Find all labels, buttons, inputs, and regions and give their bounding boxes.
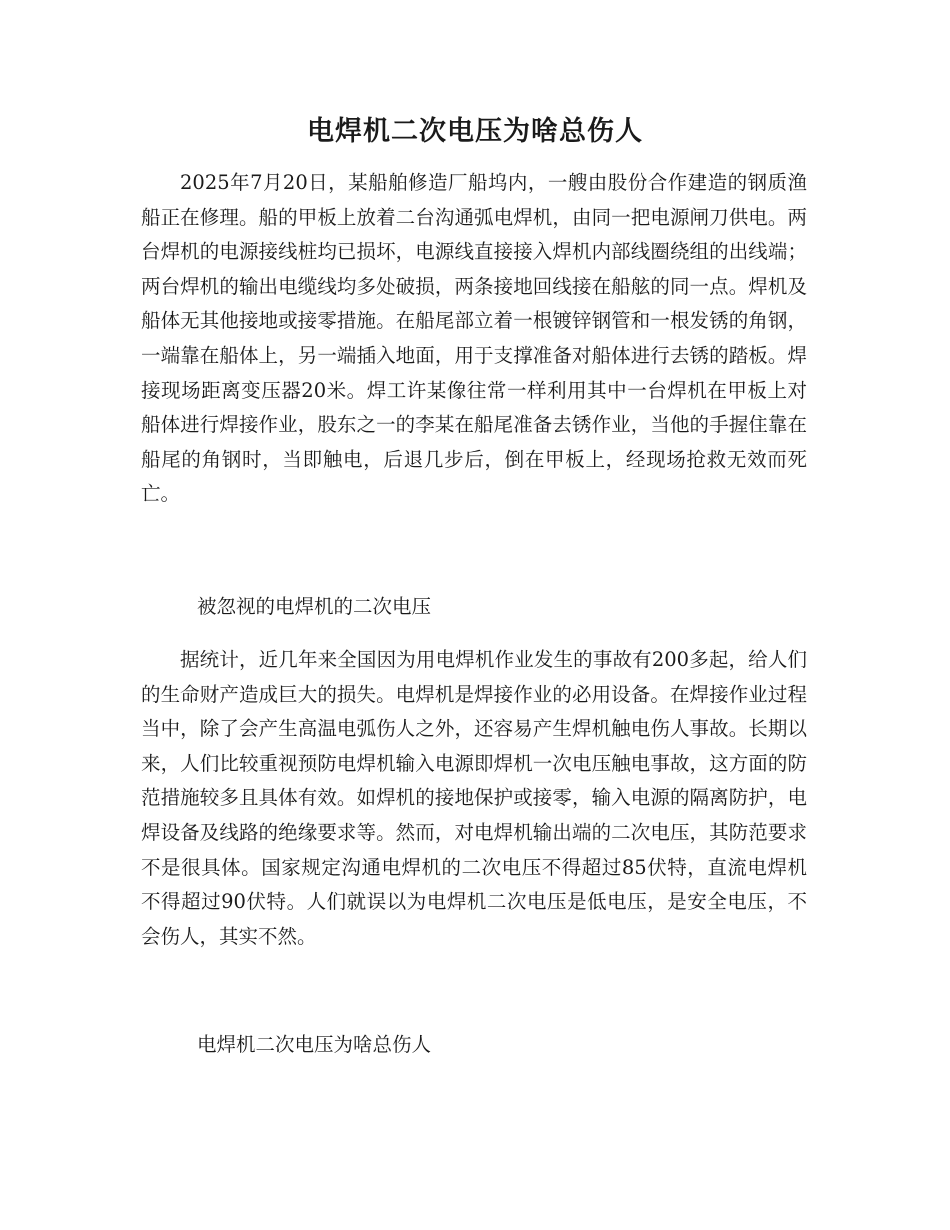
section-heading-neglected-voltage: 被忽视的电焊机的二次电压 bbox=[197, 595, 432, 618]
paragraph-statistics: 据统计，近几年来全国因为用电焊机作业发生的事故有200多起，给人们的生命财产造成巨大的损失。电焊机是焊接作业的必用设备。在焊接作业过程当中，除了会产生高温电弧伤人之外，还容易产生焊机触电伤人事故。长期以来，人们比较重视预防电焊机输入电源即焊机一次电压触电事故，这方面的防范措施较多且具体有效。如焊机的接地保护或接零，输入电源的隔离防护，电焊设备及线路的绝缘要求等。然而，对电焊机输出端的二次电压，其防范要求不是很具体。国家规定沟通电焊机的二次电压不得超过85伏特，直流电焊机不得超过90伏特。人们就误以为电焊机二次电压是低电压，是安全电压，不会伤人，其实不然。 bbox=[141, 648, 807, 948]
paragraph-incident: 2025年7月20日，某船舶修造厂船坞内，一艘由股份合作建造的钢质渔船正在修理。船的甲板上放着二台沟通弧电焊机，由同一把电源闸刀供电。两台焊机的电源接线桩均已损坏，电源线直接接入焊机内部线圈绕组的出线端；两台焊机的输出电缆线均多处破损，两条接地回线接在船舷的同一点。焊机及船体无其他接地或接零措施。在船尾部立着一根镀锌钢管和一根发锈的角钢，一端靠在船体上，另一端插入地面，用于支撑准备对船体进行去锈的踏板。焊接现场距离变压器20米。焊工许某像往常一样利用其中一台焊机在甲板上对船体进行焊接作业，股东之一的李某在船尾准备去锈作业，当他的手握住靠在船尾的角钢时，当即触电，后退几步后，倒在甲板上，经现场抢救无效而死亡。 bbox=[141, 171, 807, 506]
document-title: 电焊机二次电压为啥总伤人 bbox=[307, 116, 643, 147]
section-heading-why-harmful: 电焊机二次电压为啥总伤人 bbox=[197, 1033, 432, 1056]
